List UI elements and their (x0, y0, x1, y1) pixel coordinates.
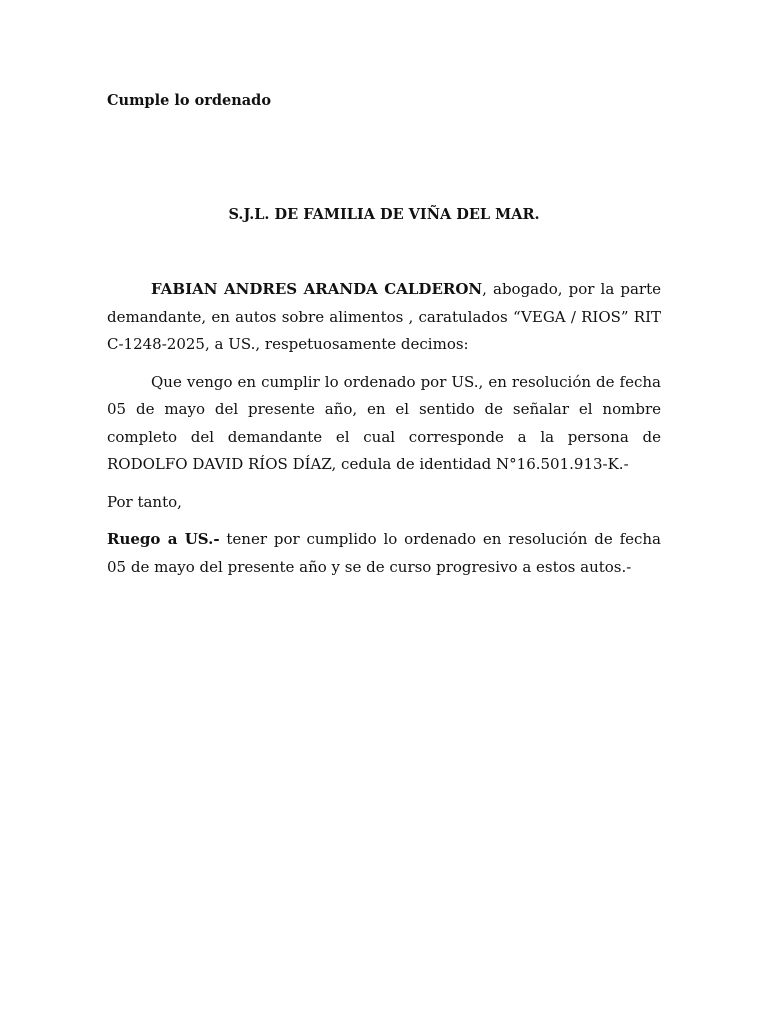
request-paragraph (107, 526, 661, 581)
appearance-paragraph (107, 276, 661, 359)
court-heading: S.J.L. DE FAMILIA DE VIÑA DEL MAR. (228, 206, 540, 223)
request-text: tener por cumplido lo ordenado en resolución de fecha 05 de mayo del presente año y se de curso progresivo a estos autos.- (107, 530, 662, 576)
attorney-name: FABIAN ANDRES ARANDA CALDERON (151, 280, 483, 298)
appearance-text: , abogado, por la parte demandante, en autos sobre alimentos , caratulados “VEGA / RIOS” RIT C-1248-2025, a US., respetuosamente decimos: (107, 280, 661, 353)
document-summary-heading: Cumple lo ordenado (107, 92, 271, 109)
request-heading: Ruego a US.- (107, 530, 220, 548)
main-paragraph: Que vengo en cumplir lo ordenado por US., en resolución de fecha 05 de mayo del presente año, en el sentido de señalar el nombre completo del demandante el cual corresponde a la persona de RODOLFO DAVID RÍOS DÍAZ, cedula de identidad N°16.501.913-K.- (107, 372, 661, 473)
therefore-line: Por tanto, (107, 492, 182, 511)
document-body (107, 276, 661, 591)
